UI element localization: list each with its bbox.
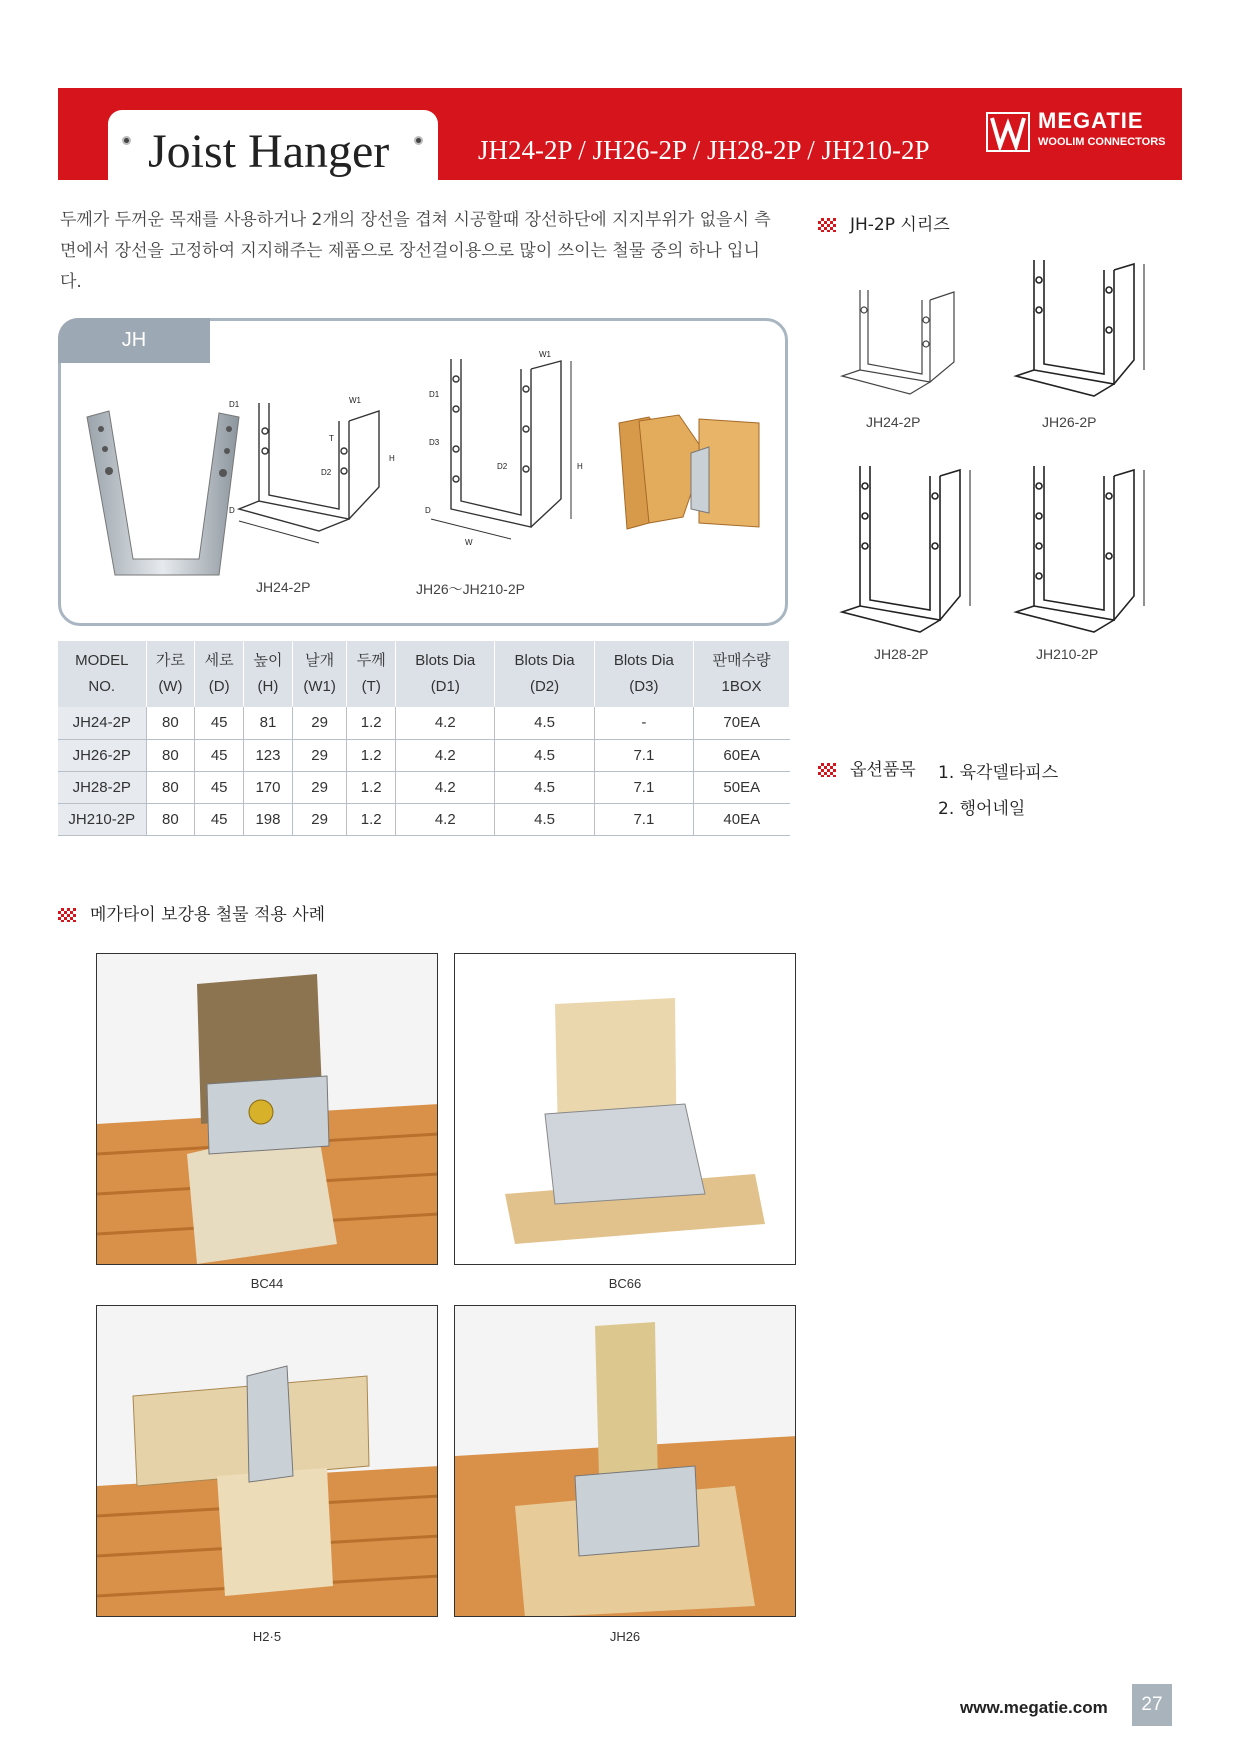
dim-label: H: [389, 454, 395, 463]
options-list: [938, 755, 1058, 827]
photo-caption: JH26: [609, 1629, 641, 1644]
case-photo-bc66: [454, 953, 796, 1265]
intro-text: 두께가 두꺼운 목재를 사용하거나 2개의 장선을 겹쳐 시공할때 장선하단에 지지부위가 없을시 측면에서 장선을 고정하여 지지해주는 제품으로 장선걸이용으로 많이 쓰이는 철물 중의 하나 입니다.: [60, 210, 771, 292]
caption-jh26-210: JH26～JH210-2P: [416, 581, 525, 597]
case-photo-h25: [96, 1305, 438, 1617]
jh-label: JH: [58, 318, 210, 363]
photo-caption: BC44: [250, 1276, 284, 1291]
col-header: 두께 (T): [347, 641, 396, 707]
dim-label: D2: [321, 468, 332, 477]
caption-jh24: JH24-2P: [256, 579, 311, 595]
dim-label: T: [329, 434, 334, 443]
installed-example: [609, 413, 769, 533]
series-jh210-drawing: [1004, 456, 1164, 636]
dim-label: D1: [229, 400, 240, 409]
col-header: 가로 (W): [146, 641, 195, 707]
dim-label: W1: [539, 350, 551, 359]
page-number: 27: [1132, 1684, 1172, 1726]
case-photo-jh26: [454, 1305, 796, 1617]
title-tab: [108, 110, 438, 192]
series-heading: JH-2P 시리즈: [818, 210, 950, 235]
options-heading: 옵션품목: [818, 755, 916, 780]
hanger-photo: [79, 409, 249, 579]
bullet-icon: [414, 136, 423, 145]
photo-caption: BC66: [608, 1276, 642, 1291]
table-row: JH26-2P 80 45 123 29 1.2 4.2 4.5 7.1 60EA: [58, 739, 790, 771]
megatie-logo: [986, 108, 1166, 158]
dim-label: W: [465, 538, 473, 547]
cases-heading: 메가타이 보강용 철물 적용 사례: [58, 900, 325, 925]
dim-label: D: [425, 506, 431, 515]
option-item: 2. 행어네일: [938, 799, 1026, 819]
jh26-drawing: [421, 349, 601, 549]
table-header-row: [58, 641, 790, 707]
photo-caption: H2·5: [252, 1629, 282, 1644]
dim-label: W1: [349, 396, 361, 405]
dim-label: D3: [429, 438, 440, 447]
series-caption: JH26-2P: [1042, 414, 1097, 430]
spec-table: [58, 641, 790, 836]
table-row: JH24-2P 80 45 81 29 1.2 4.2 4.5 - 70EA: [58, 707, 790, 739]
dim-label: H: [577, 462, 583, 471]
option-item: 1. 육각델타피스: [938, 763, 1059, 783]
col-header: 세로 (D): [195, 641, 244, 707]
jh-figure-box: [58, 318, 788, 626]
page-title: Joist Hanger: [148, 125, 390, 178]
checker-icon: [818, 763, 836, 777]
dim-label: D: [229, 506, 235, 515]
dim-label: D1: [429, 390, 440, 399]
brand-sub: WOOLIM CONNECTORS: [1038, 136, 1166, 148]
case-photo-bc44: [96, 953, 438, 1265]
footer-url[interactable]: www.megatie.com: [960, 1698, 1108, 1717]
header-bar: [58, 88, 1182, 180]
checker-icon: [58, 908, 76, 922]
series-jh24-drawing: [830, 270, 970, 410]
model-list: JH24-2P / JH26-2P / JH28-2P / JH210-2P: [478, 135, 930, 165]
table-row: JH210-2P 80 45 198 29 1.2 4.2 4.5 7.1 40EA: [58, 803, 790, 835]
bullet-icon: [122, 136, 131, 145]
checker-icon: [818, 218, 836, 232]
col-header: Blots Dia (D3): [594, 641, 693, 707]
col-header: Blots Dia (D2): [495, 641, 594, 707]
series-caption: JH24-2P: [866, 414, 921, 430]
jh24-drawing: [229, 391, 419, 551]
table-row: JH28-2P 80 45 170 29 1.2 4.2 4.5 7.1 50EA: [58, 771, 790, 803]
brand-name: MEGATIE: [1038, 108, 1144, 133]
col-header: 판매수량 1BOX: [694, 641, 790, 707]
series-jh28-drawing: [830, 456, 990, 636]
col-header: MODEL NO.: [58, 641, 146, 707]
series-caption: JH28-2P: [874, 646, 929, 662]
col-header: 높이 (H): [244, 641, 293, 707]
logo-mark-icon: [986, 112, 1030, 152]
series-jh26-drawing: [1004, 250, 1164, 410]
dim-label: D2: [497, 462, 508, 471]
col-header: Blots Dia (D1): [396, 641, 495, 707]
series-caption: JH210-2P: [1036, 646, 1099, 662]
col-header: 날개 (W1): [292, 641, 347, 707]
